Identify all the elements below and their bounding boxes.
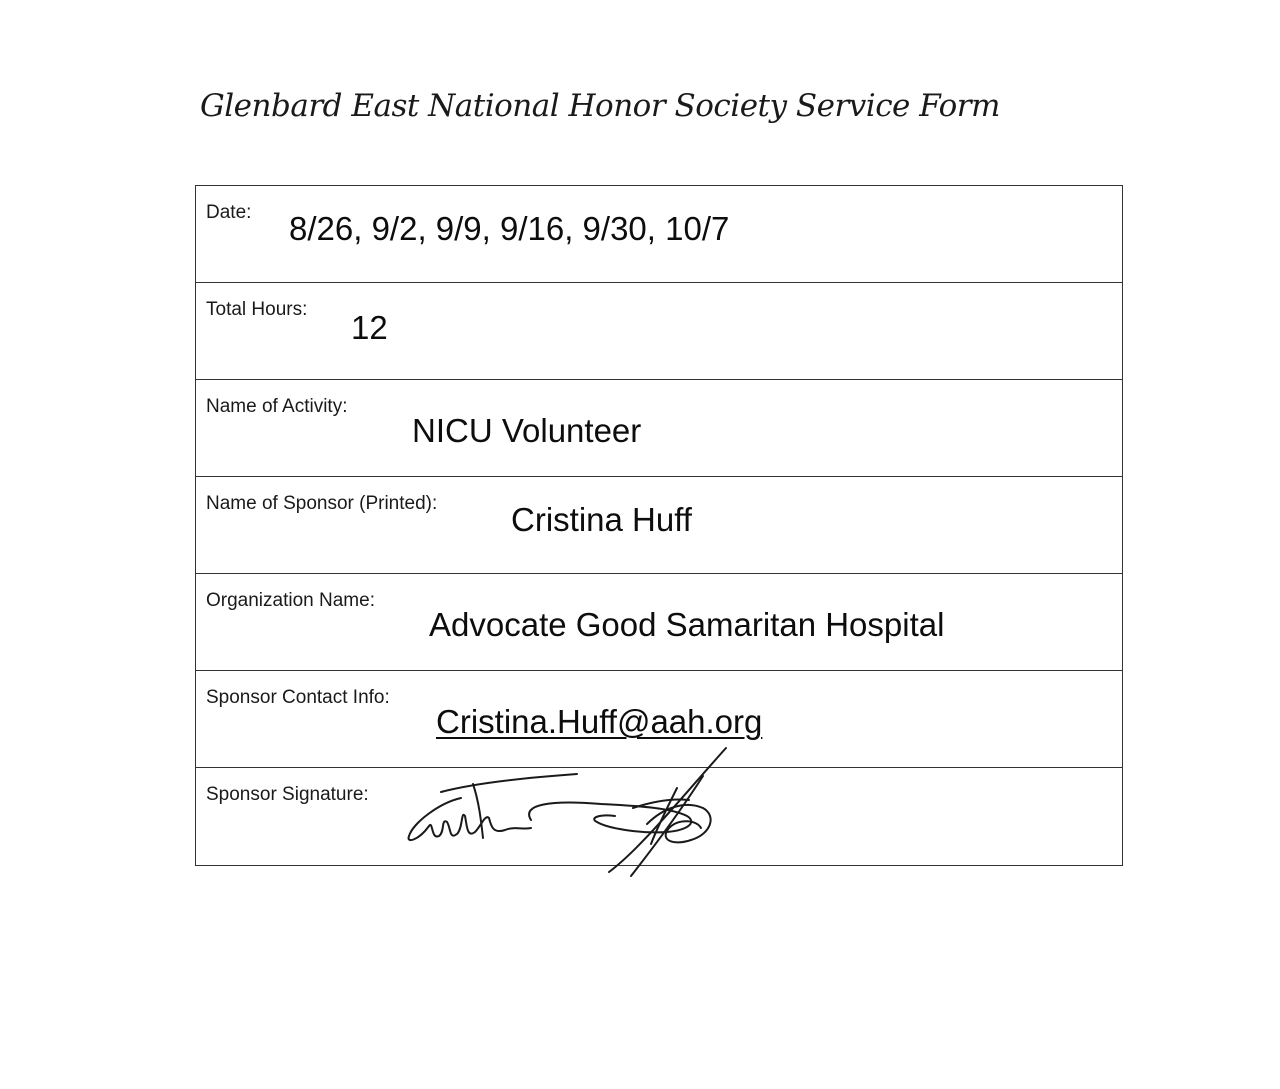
service-form-table [195, 185, 1123, 866]
date-label: Date: [206, 202, 252, 223]
signature-row [196, 768, 1122, 865]
form-title: Glenbard East National Honor Society Service Form [200, 88, 1000, 124]
organization-label: Organization Name: [206, 590, 375, 611]
total-hours-label: Total Hours: [206, 299, 308, 320]
date-row [196, 186, 1122, 283]
total-hours-value: 12 [351, 309, 388, 346]
contact-label: Sponsor Contact Info: [206, 687, 390, 708]
activity-label: Name of Activity: [206, 396, 348, 417]
sponsor-name-value: Cristina Huff [511, 501, 692, 538]
sponsor-name-label: Name of Sponsor (Printed): [206, 493, 438, 514]
organization-row [196, 574, 1122, 671]
total-hours-row [196, 283, 1122, 380]
organization-value: Advocate Good Samaritan Hospital [429, 606, 945, 643]
signature-label: Sponsor Signature: [206, 784, 369, 805]
contact-email[interactable]: Cristina.Huff@aah.org [436, 703, 763, 740]
activity-value: NICU Volunteer [412, 412, 642, 449]
sponsor-name-row [196, 477, 1122, 574]
date-value: 8/26, 9/2, 9/9, 9/16, 9/30, 10/7 [289, 210, 730, 247]
activity-row [196, 380, 1122, 477]
sponsor-signature [401, 748, 731, 873]
